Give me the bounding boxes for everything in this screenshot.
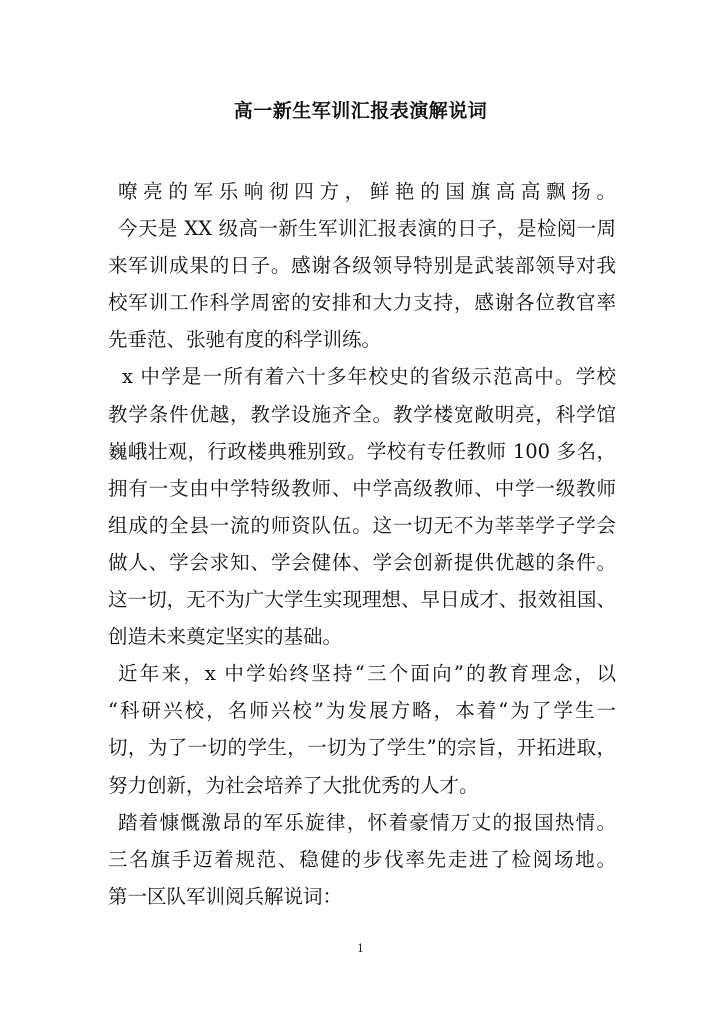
document-body: [108, 173, 616, 915]
body-line: 做人、学会求知、学会健体、学会创新提供优越的条件。: [108, 550, 616, 574]
body-line: 今天是 XX 级高一新生军训汇报表演的日子，是检阅一周: [118, 217, 616, 241]
body-line: 组成的全县一流的师资队伍。这一切无不为莘莘学子学会: [108, 513, 616, 537]
body-line: 创造未来奠定坚实的基础。: [108, 625, 343, 649]
body-line: x 中学是一所有着六十多年校史的省级示范高中。学校: [122, 365, 616, 389]
body-line: 近年来，x 中学始终坚持“三个面向”的教育理念，以: [118, 662, 616, 686]
body-line: 切，为了一切的学生，一切为了学生”的宗旨，开拓进取，: [108, 736, 616, 760]
body-line: 拥有一支由中学特级教师、中学高级教师、中学一级教师: [108, 476, 616, 500]
body-line: 三名旗手迈着规范、稳健的步伐率先走进了检阅场地。: [108, 847, 616, 871]
body-line: “科研兴校，名师兴校”为发展方略，本着“为了学生一: [108, 699, 616, 723]
document-title: 高一新生军训汇报表演解说词: [233, 100, 488, 122]
body-line: 第一区队军训阅兵解说词：: [108, 884, 343, 908]
page-number: 1: [357, 942, 364, 955]
body-line: 踏着慷慨激昂的军乐旋律，怀着豪情万丈的报国热情。: [118, 810, 616, 834]
body-line: 教学条件优越，教学设施齐全。教学楼宽敞明亮，科学馆: [108, 402, 616, 426]
body-line: 这一切，无不为广大学生实现理想、早日成才、报效祖国、: [108, 588, 616, 612]
body-line: 先垂范、张驰有度的科学训练。: [108, 328, 382, 352]
body-line: 嘹亮的军乐响彻四方，鲜艳的国旗高高飘扬。: [118, 180, 616, 203]
body-line: 校军训工作科学周密的安排和大力支持，感谢各位教官率: [108, 291, 616, 315]
body-line: 来军训成果的日子。感谢各级领导特别是武装部领导对我: [108, 254, 616, 278]
body-line: 努力创新，为社会培养了大批优秀的人才。: [108, 773, 479, 797]
body-line: 巍峨壮观，行政楼典雅别致。学校有专任教师 100 多名，: [108, 439, 616, 463]
